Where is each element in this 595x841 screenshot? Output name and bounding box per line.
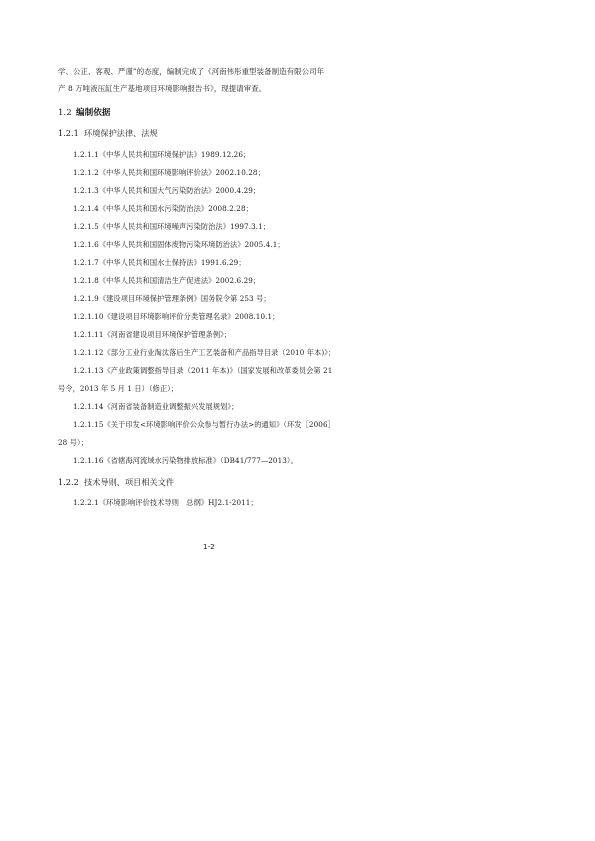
section-number: 1.2.2 <box>58 477 79 487</box>
law-item: 1.2.1.15《关于印发<环境影响评价公众参与暂行办法>的通知》（环发［2006］ <box>73 420 335 429</box>
law-item-continuation: 28 号）； <box>58 438 88 447</box>
law-item: 1.2.1.6《中华人民共和国固体废物污染环境防治法》2005.4.1； <box>73 240 285 249</box>
law-item: 1.2.1.3《中华人民共和国大气污染防治法》2000.4.29； <box>73 186 261 195</box>
intro-line-1: 学、公正、客观、严谨”的态度，编制完成了《河南伟彤重型装备制造有限公司年 <box>58 67 325 76</box>
law-item: 1.2.1.7《中华人民共和国水土保持法》1991.6.29； <box>73 258 246 267</box>
guideline-item: 1.2.2.1《环境影响评价技术导则 总纲》HJ2.1-2011； <box>73 498 258 507</box>
law-item-continuation: 号令，2013 年 5 月 1 日）（修正）； <box>58 384 179 393</box>
section-heading-1-2-1 <box>58 128 158 139</box>
section-title: 技术导则、项目相关文件 <box>84 477 175 487</box>
law-item: 1.2.1.5《中华人民共和国环境噪声污染防治法》1997.3.1； <box>73 222 271 231</box>
law-item: 1.2.1.13《产业政策调整指导目录（2011 年本)》（国家发展和改革委员会第 21 <box>73 366 333 375</box>
law-item: 1.2.1.10《建设项目环境影响评价分类管理名录》2008.10.1； <box>73 312 280 321</box>
intro-line-2: 产 8 万吨液压缸生产基地项目环境影响报告书》，现提请审查。 <box>58 84 267 93</box>
section-heading-1-2 <box>58 106 110 118</box>
law-item: 1.2.1.16《省辖海河流域水污染物排放标准》（DB41/777—2013）。 <box>73 456 298 465</box>
section-heading-1-2-2 <box>58 477 174 488</box>
law-item: 1.2.1.12《部分工业行业淘汰落后生产工艺装备和产品指导目录（2010 年本)》； <box>73 348 336 357</box>
law-item: 1.2.1.14《河南省装备制造业调整振兴发展规划》； <box>73 402 239 411</box>
section-number: 1.2 <box>58 108 72 118</box>
section-title: 编制依据 <box>76 108 111 118</box>
law-item: 1.2.1.11《河南省建设项目环境保护管理条例》； <box>73 330 232 339</box>
law-item: 1.2.1.4《中华人民共和国水污染防治法》2008.2.28； <box>73 204 253 213</box>
law-item: 1.2.1.9《建设项目环境保护管理条例》国务院令第 253 号； <box>73 294 271 303</box>
section-title: 环境保护法律、法规 <box>84 128 158 138</box>
law-item: 1.2.1.8《中华人民共和国清洁生产促进法》2002.6.29； <box>73 276 261 285</box>
page-number: 1-2 <box>203 542 215 551</box>
section-number: 1.2.1 <box>58 128 79 138</box>
law-item: 1.2.1.2《中华人民共和国环境影响评价法》2002.10.28； <box>73 168 265 177</box>
law-item: 1.2.1.1《中华人民共和国环境保护法》1989.12.26； <box>73 150 251 159</box>
